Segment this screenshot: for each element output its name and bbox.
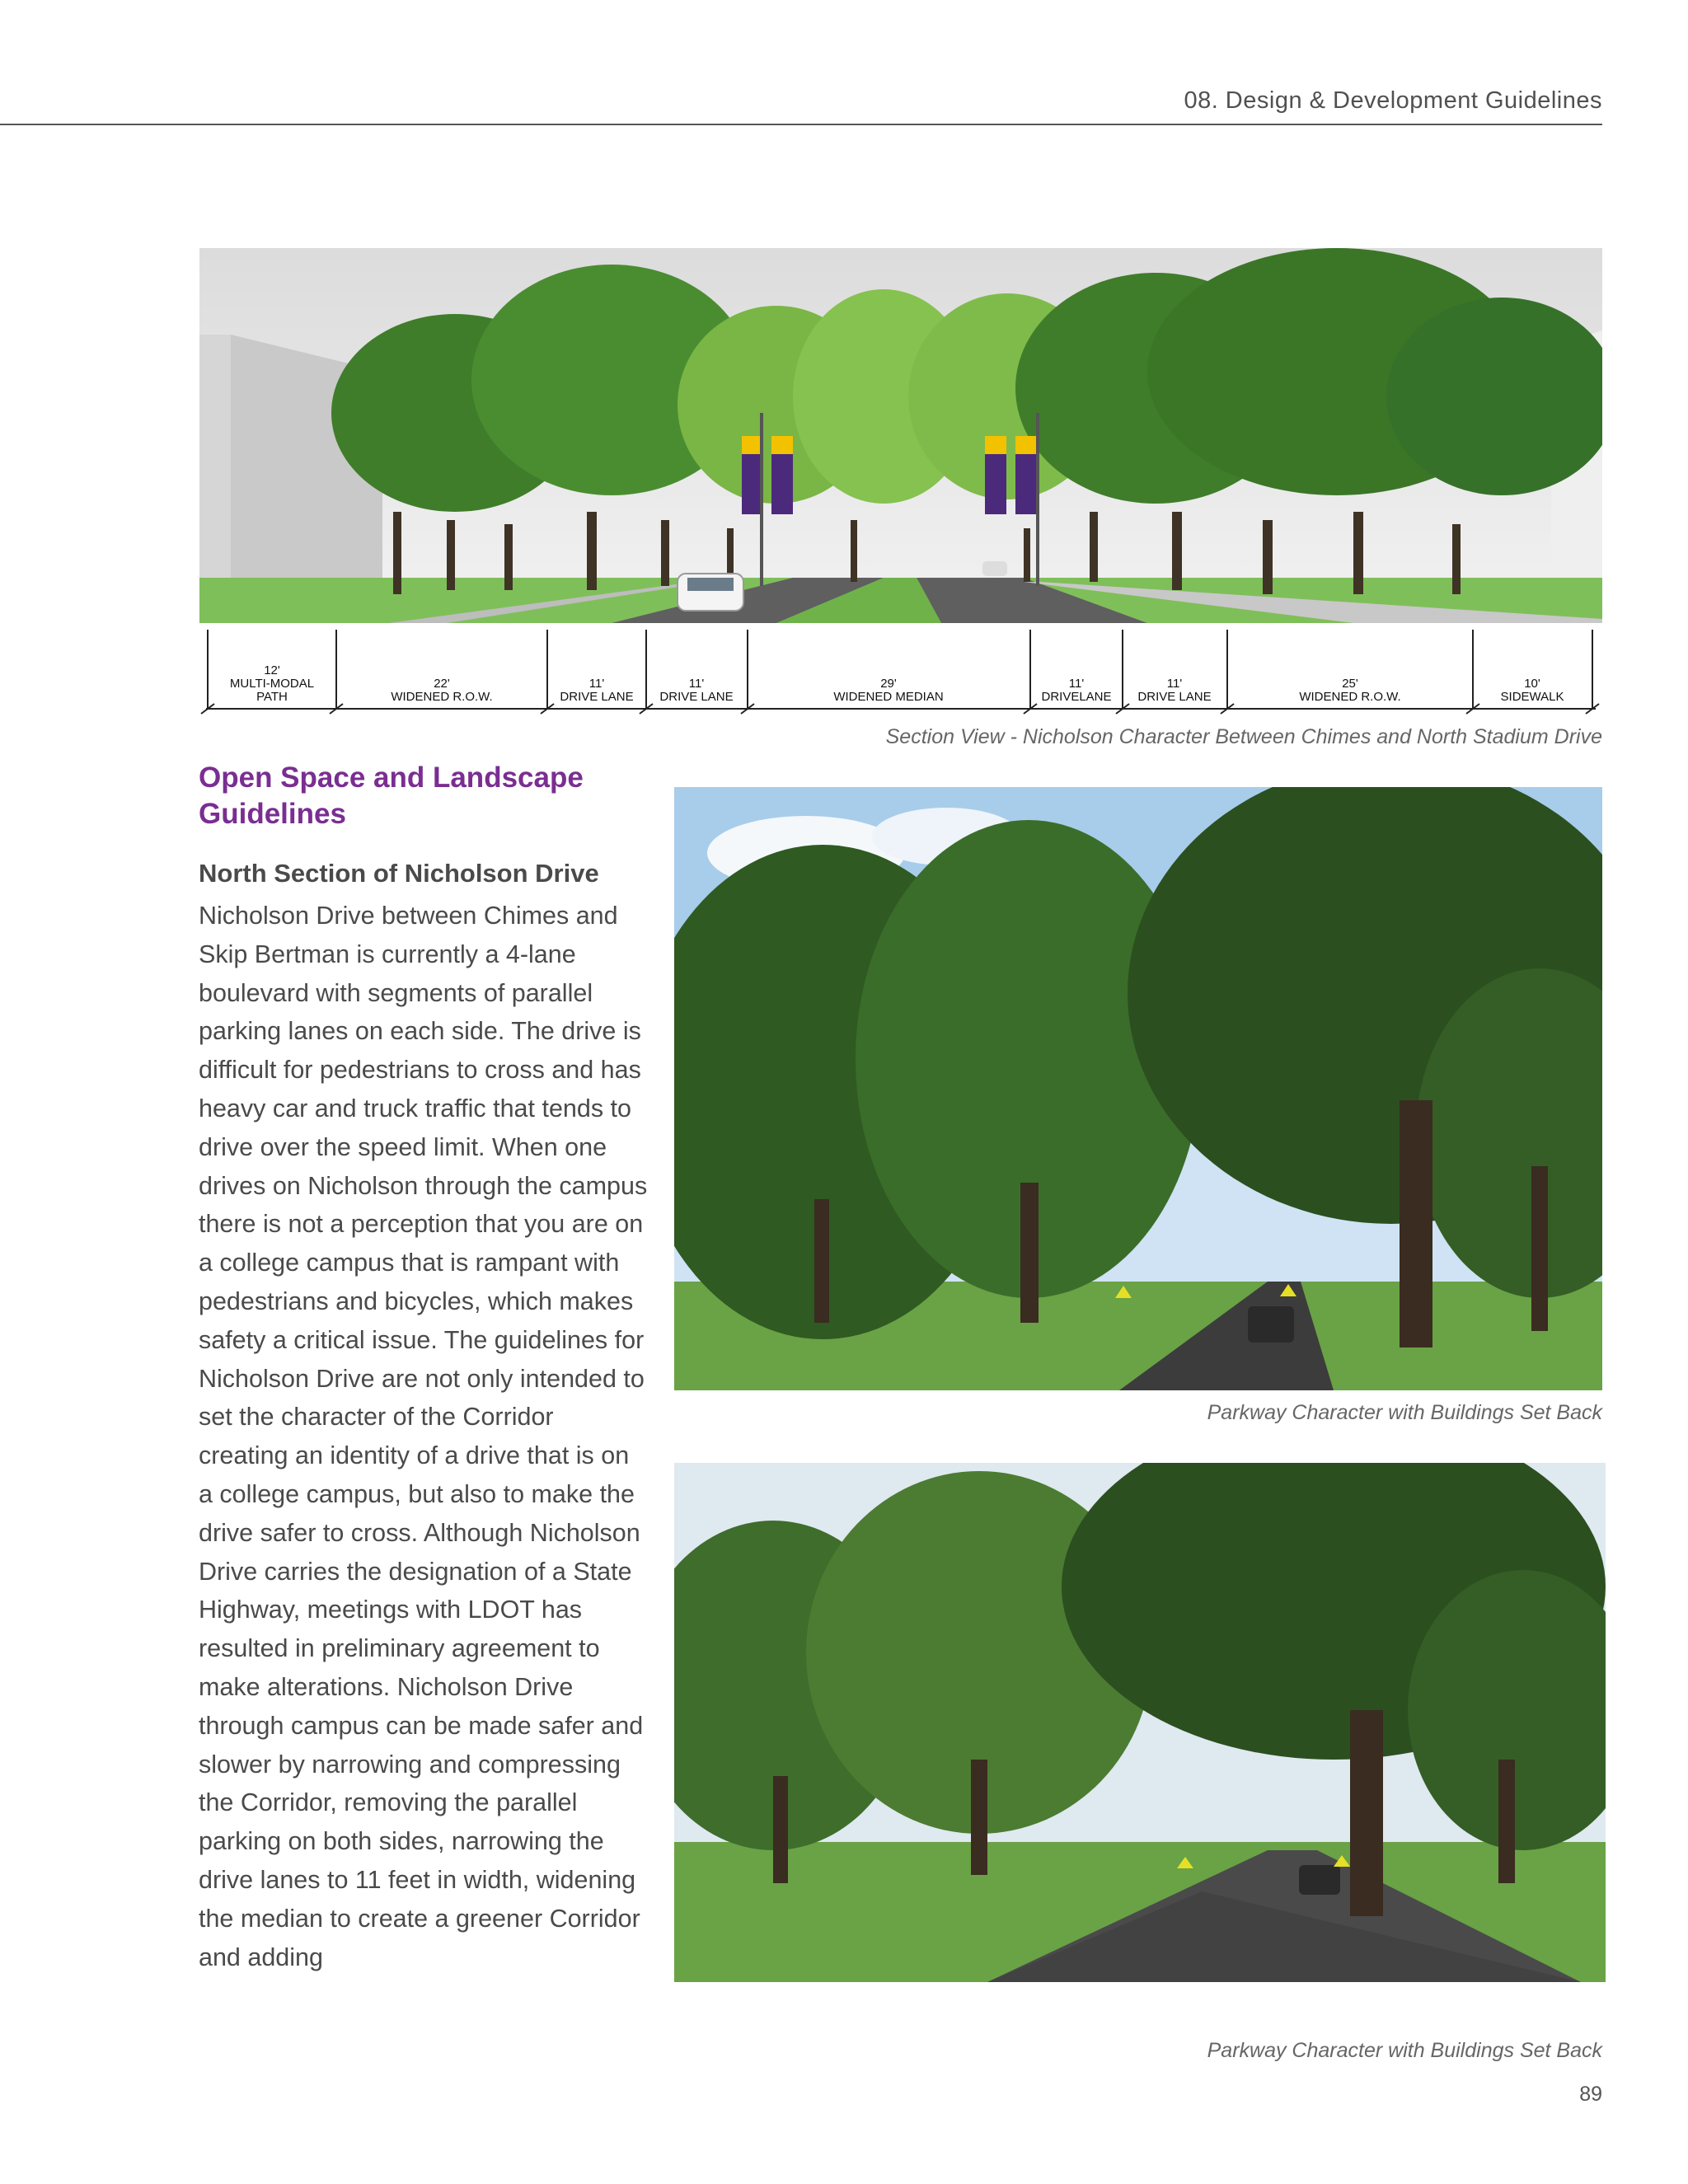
section-heading: Open Space and Landscape Guidelines (199, 762, 584, 830)
section-header-title: 08. Design & Development Guidelines (1184, 87, 1602, 114)
dimension-drive-lane-4: 11' DRIVE LANE (1137, 677, 1212, 704)
parkway-photo-2 (674, 1463, 1606, 1982)
dimension-widened-row-left: 22' WIDENED R.O.W. (391, 677, 493, 704)
body-paragraph: Nicholson Drive between Chimes and Skip Bertman is currently a 4-lane boulevard with segments of parallel parking lanes on each side. The drive is difficult for pedestrians to cross and has heavy car and truck traffic that tends to drive over the speed limit. When one drives on Nicholson through the campus there is not a perception that you are on a college campus that is rampant with pedestrians and bicycles, which makes safety a critical issue. The guidelines for Nicholson Drive are not only intended to set the character of the Corridor creating an identity of a drive that is on a college campus, but also to make the drive safer to cross. Although Nicholson Drive carries the designation of a State Highway, meetings with LDOT has resulted in preliminary agreement to make alterations. Nicholson Drive through campus can be made safer and slower by narrowing and compressing the Corridor, removing the parallel parking on both sides, narrowing the drive lanes to 11 feet in width, widening the median to create a greener Corridor and adding (199, 902, 648, 1971)
dimension-drive-lane-3: 11' DRIVELANE (1041, 677, 1112, 704)
dimension-drive-lane-2: 11' DRIVE LANE (659, 677, 734, 704)
dimension-drive-lane-1: 11' DRIVE LANE (560, 677, 634, 704)
dimension-widened-row-right: 25' WIDENED R.O.W. (1299, 677, 1401, 704)
photo-1-caption: Parkway Character with Buildings Set Back (1207, 1401, 1602, 1424)
section-view-rendering (199, 248, 1602, 623)
header-rule (0, 124, 1602, 125)
parkway-photo-1 (674, 787, 1602, 1390)
dimension-multi-modal-path: 12' MULTI-MODAL PATH (229, 663, 315, 704)
page-number: 89 (1579, 2083, 1602, 2106)
photo-2-caption: Parkway Character with Buildings Set Back (1207, 2039, 1602, 2062)
section-view-caption: Section View - Nicholson Character Between Chimes and North Stadium Drive (885, 725, 1602, 748)
subsection-heading: North Section of Nicholson Drive (199, 859, 599, 888)
dimension-widened-median: 29' WIDENED MEDIAN (833, 677, 944, 704)
dimension-sidewalk: 10' SIDEWALK (1500, 677, 1564, 704)
